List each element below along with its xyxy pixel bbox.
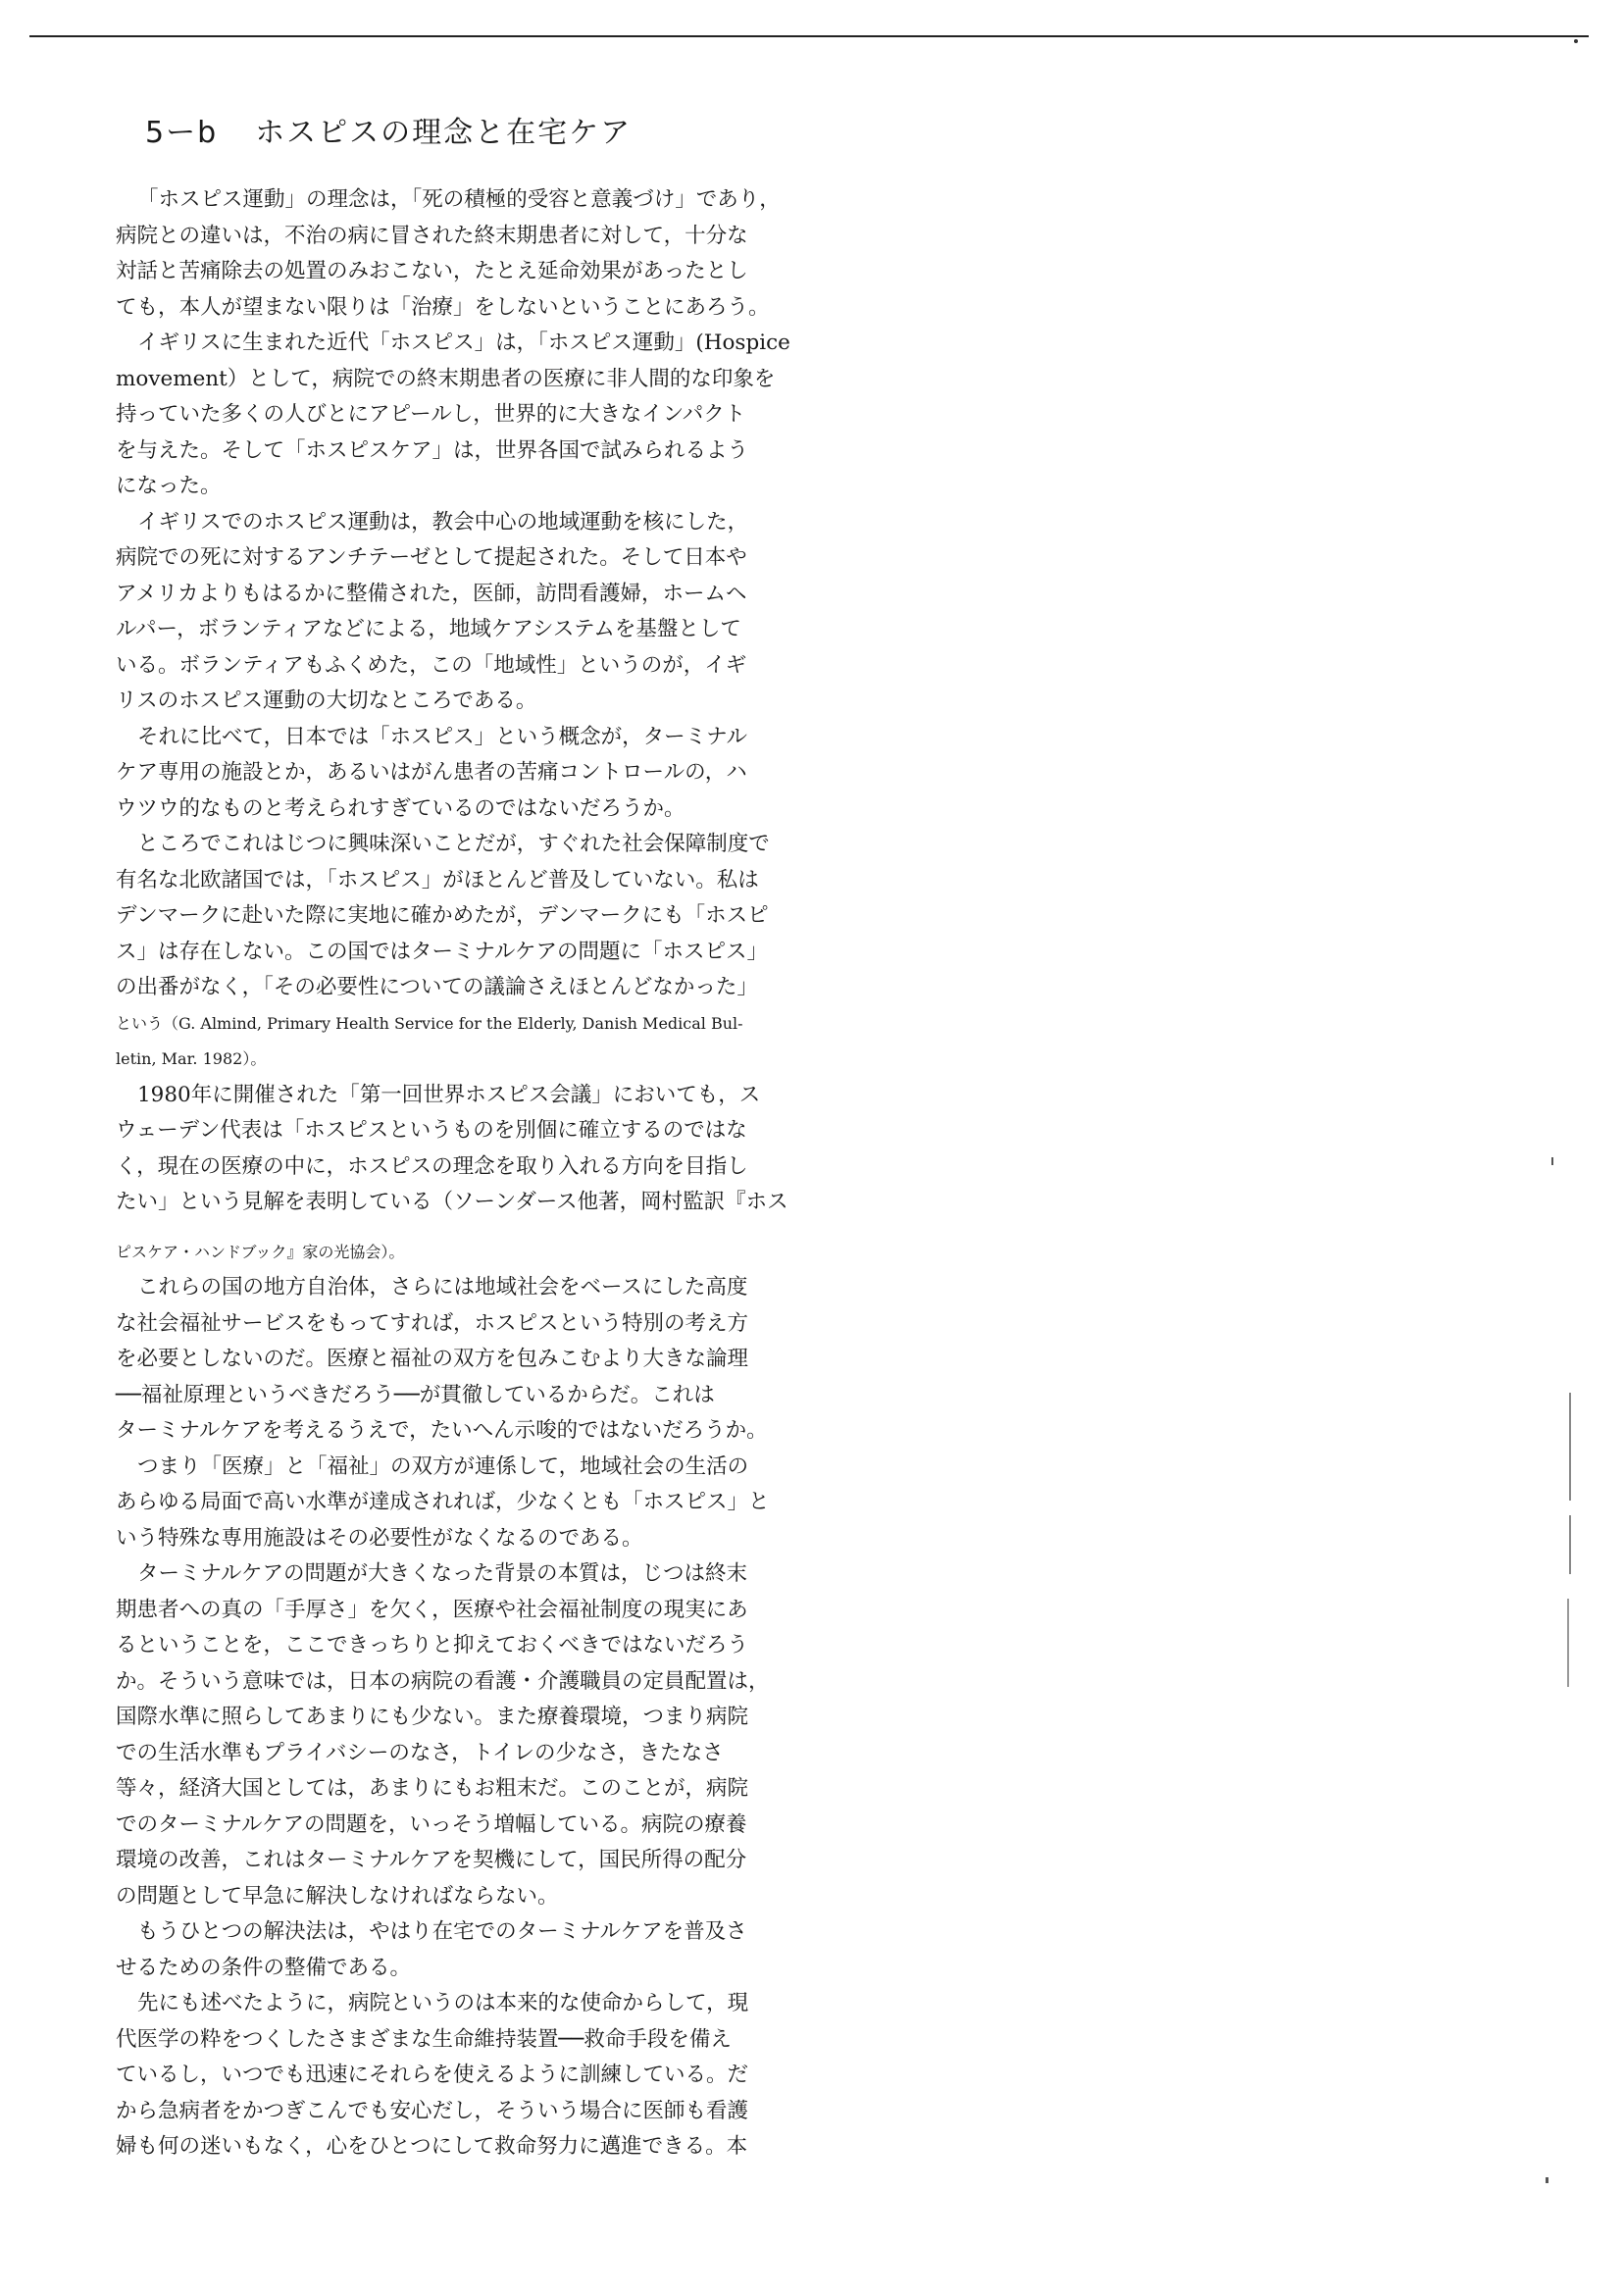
text-line: 先にも述べたように，病院というのは本来的な使命からして，現 <box>137 1991 749 2015</box>
text-line: な社会福祉サービスをもってすれば，ホスピスという特別の考え方 <box>116 1310 749 1336</box>
text-line: 病院での死に対するアンチテーゼとして提起された。そして日本や <box>116 545 747 570</box>
text-line: たい」という見解を表明している（ソーンダース他著，岡村監訳『ホス <box>116 1190 788 1214</box>
paragraph <box>116 720 849 828</box>
text-line: の問題として早急に解決しなければならない。 <box>116 1883 559 1909</box>
paragraph <box>116 1986 849 2166</box>
text-line: 国際水準に照らしてあまりにも少ない。また療養環境，つまり病院 <box>116 1705 749 1729</box>
top-rule <box>29 35 1589 37</box>
scan-mark <box>1569 1393 1571 1501</box>
text-line: を与えた。そして「ホスピスケア」は，世界各国で試みられるよう <box>116 437 749 463</box>
text-line: か。そういう意味では，日本の病院の看護・介護職員の定員配置は， <box>116 1668 770 1694</box>
body-text <box>116 182 849 2166</box>
text-line: から急病者をかつぎこんでも安心だし，そういう場合に医師も看護 <box>116 2098 749 2123</box>
text-line: もうひとつの解決法は，やはり在宅でのターミナルケアを普及さ <box>137 1919 747 1944</box>
section-title-text: ホスピスの理念と在宅ケア <box>255 116 633 150</box>
text-line: ケア専用の施設とか，あるいはがん患者の苦痛コントロールの，ハ <box>116 760 747 785</box>
paragraph <box>116 1078 849 1271</box>
text-line: ところでこれはじつに興味深いことだが，すぐれた社会保障制度で <box>137 832 770 856</box>
text-line: それに比べて，日本では「ホスピス」という概念が，ターミナル <box>137 724 747 749</box>
text-line: あらゆる局面で高い水準が達成されれば，少なくとも「ホスピス」と <box>116 1490 770 1514</box>
citation-line: ピスケア・ハンドブック』家の光協会）。 <box>116 1242 405 1261</box>
paragraph <box>116 1914 849 1986</box>
paragraph <box>116 827 849 1078</box>
paragraph <box>116 1450 849 1557</box>
citation-line: という（G. Almind, Primary Health Service for the Elderly, Danish Medical Bul- <box>116 1013 743 1033</box>
paragraph <box>116 505 849 720</box>
text-line: いう特殊な専用施設はその必要性がなくなるのである。 <box>116 1525 643 1551</box>
text-line: 婦も何の迷いもなく，心をひとつにして救命努力に邁進できる。本 <box>116 2134 748 2159</box>
text-line: ても，本人が望まない限りは「治療」をしないということにあろう。 <box>116 294 770 320</box>
text-line: いる。ボランティアもふくめた，この「地域性」というのが，イギ <box>116 652 747 678</box>
text-line: movement）として，病院での終末期患者の医療に非人間的な印象を <box>116 366 776 391</box>
text-line: ス」は存在しない。この国ではターミナルケアの問題に「ホスピス」 <box>116 939 768 964</box>
text-line: 有名な北欧諸国では，「ホスピス」がほとんど普及していない。私は <box>116 867 759 892</box>
text-line: ──福祉原理というべきだろう──が貫徹しているからだ。これは <box>116 1382 715 1407</box>
text-line: 「ホスピス運動」の理念は，「死の積極的受容と意義づけ」であり， <box>137 187 781 212</box>
paragraph <box>116 1556 849 1914</box>
text-line: これらの国の地方自治体，さらには地域社会をベースにした高度 <box>137 1275 748 1300</box>
text-line: イギリスでのホスピス運動は，教会中心の地域運動を核にした， <box>137 509 749 535</box>
text-line: 持っていた多くの人びとにアピールし，世界的に大きなインパクト <box>116 402 746 427</box>
text-line: でのターミナルケアの問題を，いっそう増幅している。病院の療養 <box>116 1811 747 1837</box>
scan-mark <box>1546 2177 1548 2183</box>
text-line: ルパー，ボランティアなどによる，地域ケアシステムを基盤として <box>116 617 741 641</box>
text-line: つまり「医療」と「福祉」の双方が連係して，地域社会の生活の <box>137 1453 749 1479</box>
section-title <box>145 108 632 151</box>
paragraph <box>116 1270 849 1450</box>
text-line: 環境の改善，これはターミナルケアを契機にして，国民所得の配分 <box>116 1848 747 1872</box>
scan-mark <box>1567 1599 1569 1687</box>
spacer <box>116 1221 849 1235</box>
text-line: 1980年に開催された「第一回世界ホスピス会議」においても，ス <box>137 1082 761 1107</box>
text-line: デンマークに赴いた際に実地に確かめたが，デンマークにも「ホスピ <box>116 903 769 928</box>
text-line: 対話と苦痛除去の処置のみおこない，たとえ延命効果があったとし <box>116 259 748 283</box>
corner-mark <box>1574 39 1578 43</box>
text-line: 病院との違いは，不治の病に冒された終末期患者に対して，十分な <box>116 223 748 248</box>
text-line: 期患者への真の「手厚さ」を欠く，医療や社会福祉制度の現実にあ <box>116 1597 748 1622</box>
text-line: ウェーデン代表は「ホスピスというものを別個に確立するのではな <box>116 1118 747 1143</box>
paragraph <box>116 182 849 326</box>
text-line: 代医学の粋をつくしたさまざまな生命維持装置──救命手段を備え <box>116 2026 732 2052</box>
text-line: ターミナルケアを考えるうえで，たいへん示唆的ではないだろうか。 <box>116 1418 768 1443</box>
text-line: の出番がなく，「その必要性についての議論さえほとんどなかった」 <box>116 975 758 999</box>
paragraph <box>116 326 849 505</box>
text-line: での生活水準もプライバシーのなさ，トイレの少なさ，きたなさ <box>116 1740 724 1765</box>
text-line: リスのホスピス運動の大切なところである。 <box>116 688 537 713</box>
text-line: になった。 <box>116 474 222 498</box>
citation-line: letin, Mar. 1982）。 <box>116 1049 267 1068</box>
text-line: せるための条件の整備である。 <box>116 1955 412 1980</box>
text-line: るということを，ここできっちりと抑えておくべきではないだろう <box>116 1633 749 1657</box>
text-line: 等々，経済大国としては，あまりにもお粗末だ。このことが，病院 <box>116 1776 749 1801</box>
text-line: を必要としないのだ。医療と福祉の双方を包みこむより大きな論理 <box>116 1347 749 1371</box>
text-line: イギリスに生まれた近代「ホスピス」は，「ホスピス運動」(Hospice <box>137 331 790 355</box>
text-line: ウツウ的なものと考えられすぎているのではないだろうか。 <box>116 795 685 821</box>
text-line: アメリカよりもはるかに整備された，医師，訪問看護婦，ホームヘ <box>116 581 747 606</box>
text-line: く，現在の医療の中に，ホスピスの理念を取り入れる方向を目指し <box>116 1153 748 1179</box>
section-number: 5ーb <box>145 116 219 150</box>
scan-mark <box>1569 1515 1571 1574</box>
scan-mark <box>1551 1157 1553 1165</box>
text-line: ターミナルケアの問題が大きくなった背景の本質は，じつは終末 <box>137 1561 747 1586</box>
text-line: ているし，いつでも迅速にそれらを使えるように訓練している。だ <box>116 2063 749 2087</box>
